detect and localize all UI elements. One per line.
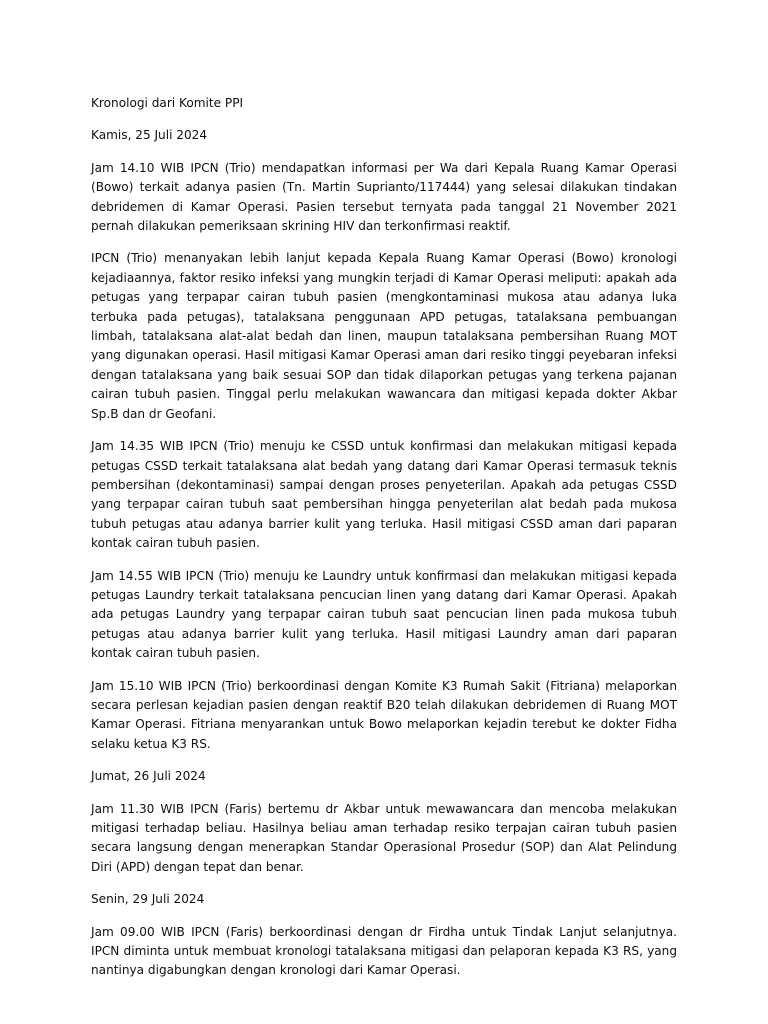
- paragraph-1435-cssd: Jam 14.35 WIB IPCN (Trio) menuju ke CSSD untuk konfirmasi dan melakukan mitigasi kepada petugas CSSD terkait tatalaksana alat bedah yang datang dari Kamar Operasi termasuk teknis pembersihan (dekontaminasi) sampai dengan proses penyeterilan. Apakah ada petugas CSSD yang terpapar cairan tubuh saat pembersihan hingga penyeterilan alat bedah pada mukosa tubuh petugas atau adanya barrier kulit yang terluka. Hasil mitigasi CSSD aman dari paparan kontak cairan tubuh pasien.: [91, 439, 677, 551]
- date-heading-monday: Senin, 29 Juli 2024: [91, 892, 205, 907]
- paragraph-1410-report: Jam 14.10 WIB IPCN (Trio) mendapatkan informasi per Wa dari Kepala Ruang Kamar Operasi (Bowo) terkait adanya pasien (Tn. Martin Suprianto/117444) yang selesai dilakukan tindakan debridemen di Kamar Operasi. Pasien tersebut ternyata pada tanggal 21 November 2021 pernah dilakukan pemeriksaan skrining HIV dan terkonfirmasi reaktif.: [91, 160, 677, 234]
- paragraph-1455-laundry: Jam 14.55 WIB IPCN (Trio) menuju ke Laundry untuk konfirmasi dan melakukan mitigasi kepada petugas Laundry terkait tatalaksana pencucian linen yang datang dari Kamar Operasi. Apakah ada petugas Laundry yang terpapar cairan tubuh saat pencucian linen pada mukosa tubuh petugas atau adanya barrier kulit yang terluka. Hasil mitigasi Laundry aman dari paparan kontak cairan tubuh pasien.: [91, 568, 677, 661]
- paragraph-1510-k3: Jam 15.10 WIB IPCN (Trio) berkoordinasi dengan Komite K3 Rumah Sakit (Fitriana) melaporkan secara perlesan kejadian pasien dengan reaktif B20 telah dilakukan debridemen di Ruang MOT Kamar Operasi. Fitriana menyarankan untuk Bowo melaporkan kejadin terebut ke dokter Fidha selaku ketua K3 RS.: [91, 678, 677, 751]
- paragraph-operating-room-inquiry: IPCN (Trio) menanyakan lebih lanjut kepada Kepala Ruang Kamar Operasi (Bowo) kronologi kejadiaannya, faktor resiko infeksi yang mungkin terjadi di Kamar Operasi meliputi: apakah ada petugas yang terpapar cairan tubuh pasien (mengkontaminasi mukosa atau adanya luka terbuka pada petugas), tatalaksana penggunaan APD petugas, tatalaksana pembuangan limbah, tatalaksana alat-alat bedah dan linen, maupun tatalaksana pembersihan Ruang MOT yang digunakan operasi. Hasil mitigasi Kamar Operasi aman dari resiko tinggi peyebaran infeksi dengan tatalaksana yang baik sesuai SOP dan tidak dilaporkan petugas yang terkena pajanan cairan tubuh pasien. Tinggal perlu melakukan wawancara dan mitigasi kepada dokter Akbar Sp.B dan dr Geofani.: [91, 251, 677, 421]
- paragraph-1130-interview: Jam 11.30 WIB IPCN (Faris) bertemu dr Akbar untuk mewawancara dan mencoba melakukan mitigasi terhadap beliau. Hasilnya beliau aman terhadap resiko terpajan cairan tubuh pasien secara langsung dengan menerapkan Standar Operasional Prosedur (SOP) dan Alat Pelindung Diri (APD) dengan tepat dan benar.: [91, 801, 677, 874]
- paragraph-0900-follow-up: Jam 09.00 WIB IPCN (Faris) berkoordinasi dengan dr Firdha untuk Tindak Lanjut selanjutnya. IPCN diminta untuk membuat kronologi tatalaksana mitigasi dan pelaporan kepada K3 RS, yang nantinya digabungkan dengan kronologi dari Kamar Operasi.: [91, 924, 677, 978]
- date-heading-friday: Jumat, 26 Juli 2024: [91, 769, 206, 784]
- date-heading-thursday: Kamis, 25 Juli 2024: [91, 128, 208, 143]
- document-title: Kronologi dari Komite PPI: [91, 96, 244, 110]
